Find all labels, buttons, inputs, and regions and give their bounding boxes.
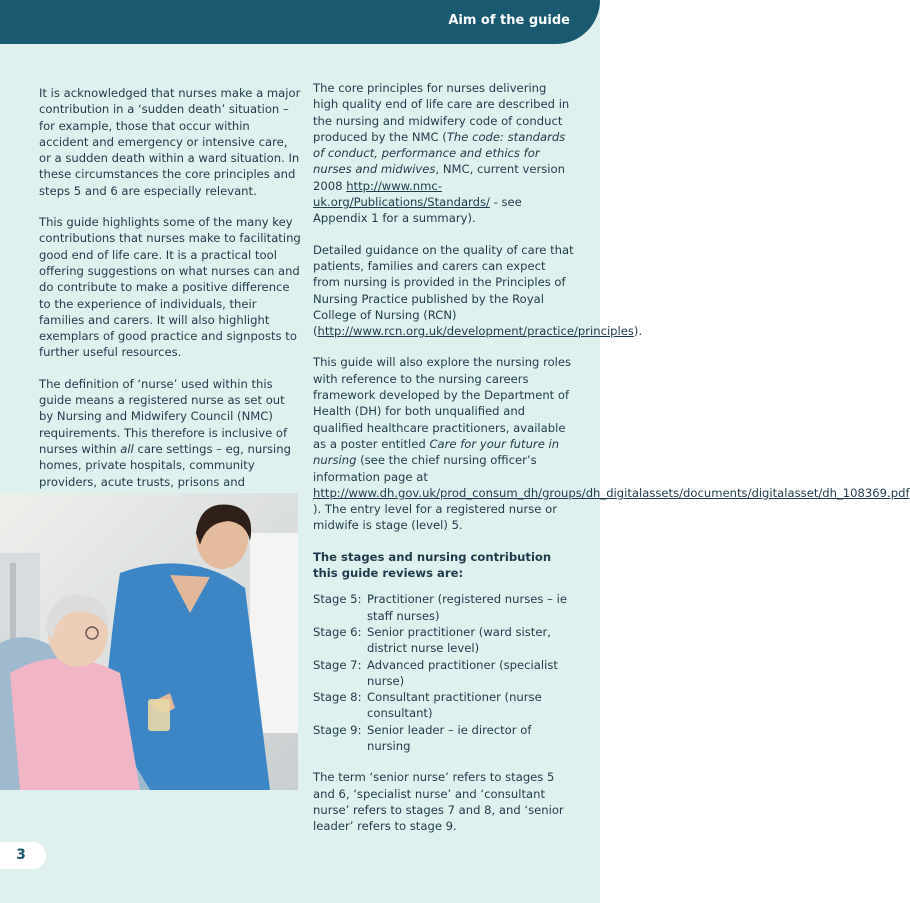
stage-description: Senior leader – ie director of nursing: [367, 722, 532, 753]
nmc-link[interactable]: http://www.nmc-uk.org/Publications/Standards/: [313, 178, 490, 210]
page-number-tab: [0, 842, 46, 869]
stage-description: Practitioner (registered nurses – ie staff nurses): [367, 592, 567, 623]
list-item: [313, 591, 575, 624]
photo-illustration: [0, 493, 298, 790]
stage-description: Senior practitioner (ward sister, district nurse level): [367, 624, 551, 656]
text-span: Detailed guidance on the quality of care that patients, families and carers can expect from nursing is provided in the Principles of Nursing Practice published by the Royal College of Nursing (RCN) (: [313, 242, 574, 339]
right-paragraph-4: The term ‘senior nurse’ refers to stages 5 and 6, ‘specialist nurse’ and ‘consultant nurse’ refers to stages 7 and 8, and ‘senior leader’ refers to stage 9.: [313, 770, 564, 834]
text-span: The definition of ‘nurse’ used within this guide means a registered nurse as set out by Nursing and Midwifery Council (NMC) requirements. This therefore is inclusive of nurses within: [39, 376, 288, 456]
left-paragraph-2: This guide highlights some of the many key contributions that nurses make to facilitating good end of life care. It is a practical tool offering suggestions on what nurses can and do contribute to make a positive difference to the experience of individuals, their families and carers. It will also highlight exemplars of good practice and signposts to further useful resources.: [39, 215, 301, 360]
emphasis-text: all: [120, 441, 134, 456]
stage-description: Advanced practitioner (specialist nurse): [367, 657, 558, 688]
text-span: care settings – eg, nursing homes, private hospitals, community providers, acute trusts, prisons and: [39, 441, 291, 489]
left-column: [39, 85, 301, 521]
right-paragraph-3: [313, 354, 910, 533]
right-paragraph-1: [313, 80, 575, 227]
text-span: (see the chief nursing officer’s information page at: [313, 453, 537, 484]
text-span: , NMC, current version 2008: [313, 162, 565, 193]
left-paragraph-1: It is acknowledged that nurses make a major contribution in a ‘sudden death’ situation – for example, those that occur within accident and emergency or intensive care, or a sudden death within a ward situation. In these circumstances the core principles and steps 5 and 6 are especially relevant.: [39, 86, 301, 198]
stage-number: Stage 8:: [313, 690, 362, 705]
page-title: Aim of the guide: [448, 13, 570, 28]
text-span: The core principles for nurses delivering high quality end of life care are described in the nursing and midwifery code of conduct produced by the NMC (: [313, 81, 570, 144]
stage-number: Stage 7:: [313, 657, 362, 672]
text-span: ). The entry level for a registered nurse or midwife is stage (level) 5.: [313, 502, 557, 533]
list-item: [313, 689, 575, 722]
stage-description: Consultant practitioner (nurse consultant): [367, 690, 542, 721]
rcn-link[interactable]: http://www.rcn.org.uk/development/practice/principles: [317, 324, 634, 339]
list-item: [313, 624, 575, 657]
text-span: ).: [633, 324, 643, 339]
page-margin: [600, 0, 638, 903]
stage-number: Stage 9:: [313, 722, 362, 737]
list-item: [313, 657, 575, 690]
stage-number: Stage 5:: [313, 592, 362, 607]
stages-list: [313, 591, 575, 754]
header-bar: [0, 0, 600, 44]
text-span: This guide will also explore the nursing roles with reference to the nursing careers framework developed by the Department of Health (DH) for both unqualified and qualified healthcare practitioners, available as a poster entitled: [313, 355, 572, 451]
stages-subheading: The stages and nursing contribution this guide reviews are:: [313, 549, 552, 581]
list-item: [313, 722, 575, 755]
page-number: 3: [16, 847, 26, 863]
dh-link[interactable]: http://www.dh.gov.uk/prod_consum_dh/groups/dh_digitalassets/documents/digitalasset/dh_108369.pdf: [313, 485, 910, 500]
stage-number: Stage 6:: [313, 624, 362, 639]
left-paragraph-3: [39, 376, 301, 506]
emphasis-text: Care for your future in nursing: [313, 436, 560, 468]
text-span: - see Appendix 1 for a summary).: [313, 195, 522, 226]
nurse-patient-photo: [0, 493, 298, 790]
right-column: [313, 80, 910, 849]
right-paragraph-2: [313, 242, 643, 340]
emphasis-text: The code: standards of conduct, performance and ethics for nurses and midwives: [313, 129, 566, 177]
